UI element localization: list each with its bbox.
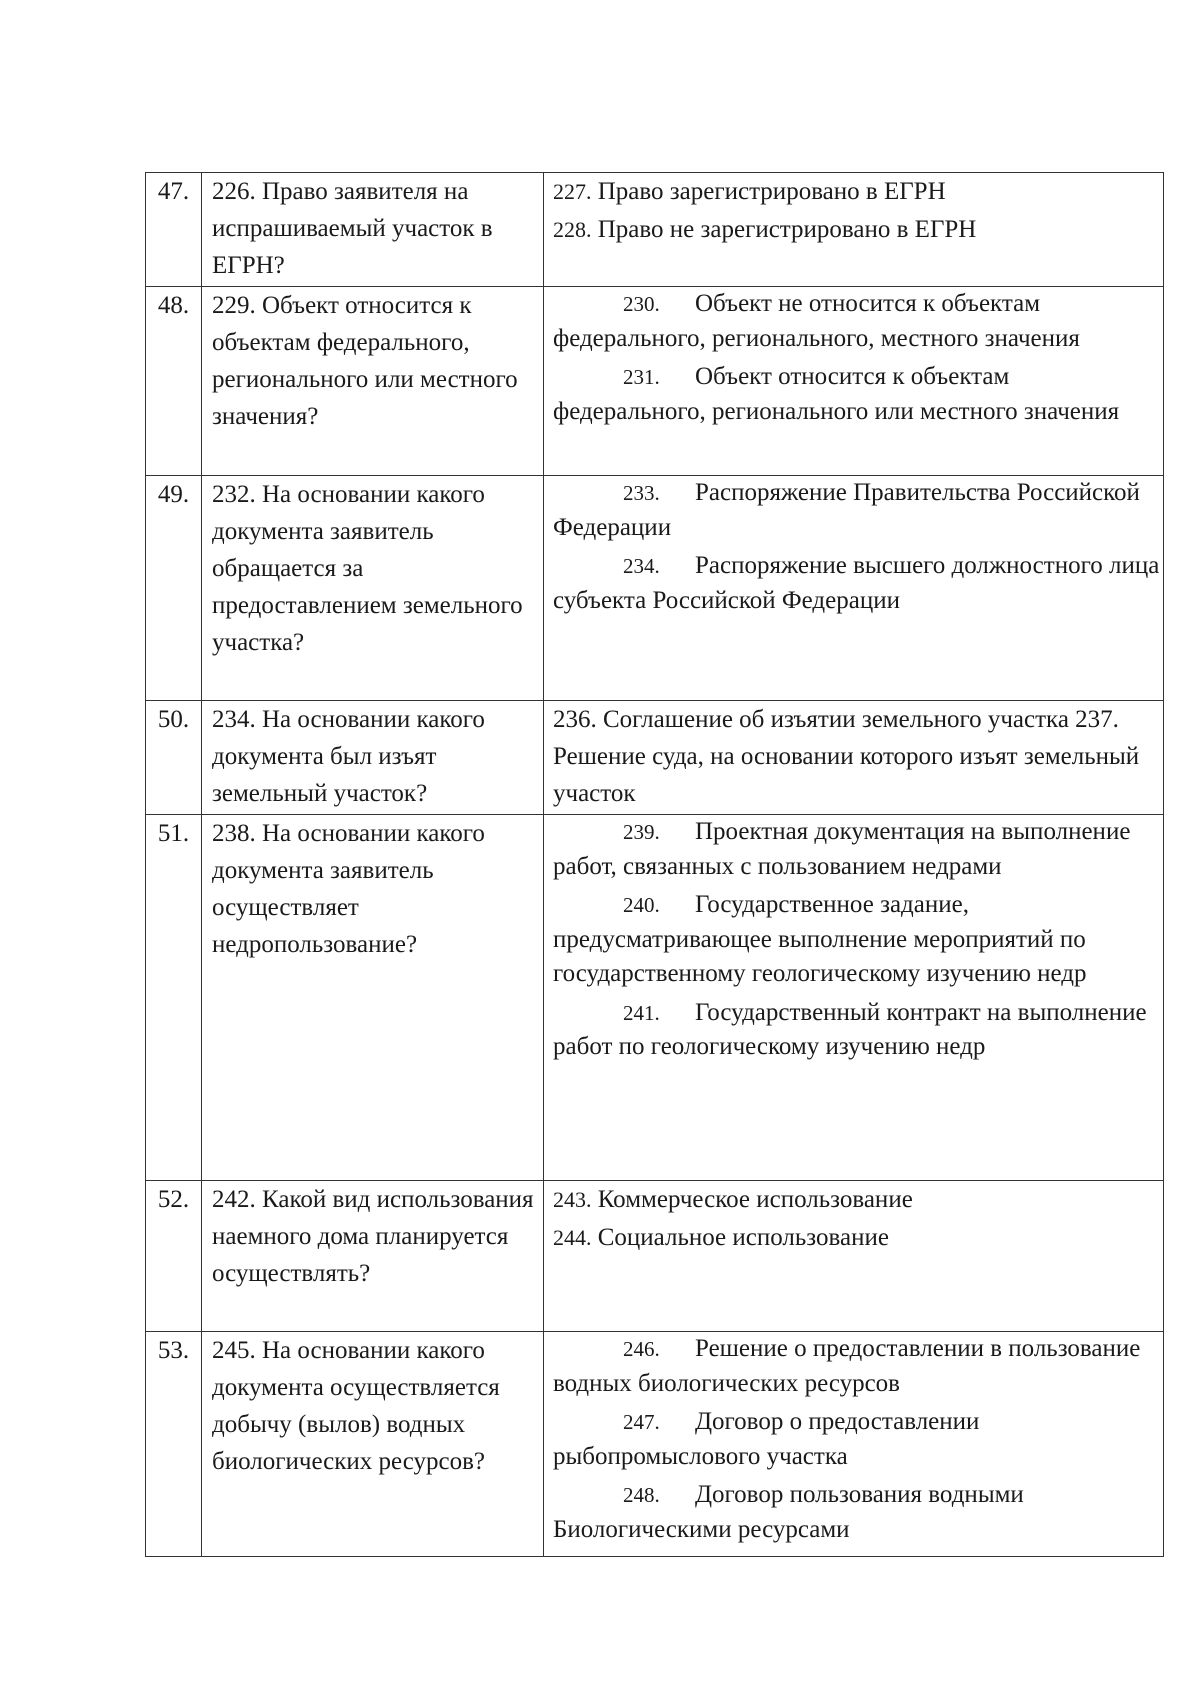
answer-text: Распоряжение Правительства Российской Федерации bbox=[553, 479, 1140, 541]
answer-text: Объект относится к объектам федерального, регионального или местного значения bbox=[553, 363, 1120, 425]
answer-text: Объект не относится к объектам федерального, регионального, местного значения bbox=[553, 290, 1080, 352]
question-text: 226. Право заявителя на испрашиваемый участок в ЕГРН? bbox=[212, 178, 493, 279]
table-row bbox=[146, 1181, 1164, 1332]
answer-text: 236. Соглашение об изъятии земельного участка 237. Решение суда, на основании которого изъят земельный участок bbox=[553, 706, 1140, 807]
answer-option bbox=[553, 211, 1160, 249]
answer-number: 241. bbox=[623, 1000, 660, 1025]
question-cell bbox=[202, 476, 544, 701]
question-text: 229. Объект относится к объектам федерального, регионального или местного значения? bbox=[212, 292, 518, 430]
answer-option bbox=[553, 996, 1160, 1065]
question-cell bbox=[202, 1181, 544, 1332]
question-text: 238. На основании какого документа заявитель осуществляет недропользование? bbox=[212, 820, 485, 958]
answer-number: 247. bbox=[623, 1410, 660, 1434]
row-number: 52. bbox=[146, 1181, 202, 1332]
answer-cell bbox=[544, 1332, 1164, 1557]
answer-text: Право не зарегистрировано в ЕГРН bbox=[597, 216, 977, 243]
answer-option bbox=[553, 1478, 1160, 1547]
question-cell bbox=[202, 701, 544, 815]
answer-text: Право зарегистрировано в ЕГРН bbox=[597, 178, 946, 205]
answer-cell bbox=[544, 815, 1164, 1181]
answer-cell bbox=[544, 287, 1164, 476]
answer-number: 248. bbox=[623, 1483, 660, 1507]
answer-option bbox=[553, 476, 1160, 545]
answer-text: Коммерческое использование bbox=[597, 1186, 913, 1213]
question-text: 242. Какой вид использования наемного дома планируется осуществлять? bbox=[212, 1186, 534, 1287]
table-row bbox=[146, 815, 1164, 1181]
question-cell bbox=[202, 287, 544, 476]
questions-table bbox=[145, 172, 1164, 1557]
answer-number: 240. bbox=[623, 893, 660, 917]
answer-text: Государственный контракт на выполнение работ по геологическому изучению недр bbox=[553, 998, 1147, 1060]
table-row bbox=[146, 173, 1164, 287]
answer-text: Государственное задание, предусматривающее выполнение мероприятий по государственному геологическому изучению недр bbox=[553, 891, 1087, 987]
row-number: 48. bbox=[146, 287, 202, 476]
answer-number: 239. bbox=[623, 820, 660, 844]
question-cell bbox=[202, 173, 544, 287]
answer-number: 246. bbox=[623, 1337, 660, 1361]
row-number: 50. bbox=[146, 701, 202, 815]
answer-option bbox=[553, 888, 1160, 992]
row-number: 49. bbox=[146, 476, 202, 701]
answer-number: 228. bbox=[553, 217, 592, 242]
answer-text: Социальное использование bbox=[597, 1224, 889, 1251]
answer-option bbox=[553, 549, 1160, 618]
answer-cell bbox=[544, 701, 1164, 815]
answer-number: 233. bbox=[623, 481, 660, 505]
question-cell bbox=[202, 815, 544, 1181]
answer-option bbox=[553, 360, 1160, 429]
row-number: 51. bbox=[146, 815, 202, 1181]
answer-text: Договор пользования водными Биологическими ресурсами bbox=[553, 1481, 1024, 1543]
answer-cell bbox=[544, 1181, 1164, 1332]
answer-option bbox=[553, 287, 1160, 356]
answer-number: 244. bbox=[553, 1225, 592, 1250]
answer-cell bbox=[544, 173, 1164, 287]
question-text: 245. На основании какого документа осуществляется добычу (вылов) водных биологических ресурсов? bbox=[212, 1337, 500, 1475]
answer-text: Распоряжение высшего должностного лица субъекта Российской Федерации bbox=[553, 552, 1160, 614]
question-cell bbox=[202, 1332, 544, 1557]
question-text: 234. На основании какого документа был изъят земельный участок? bbox=[212, 706, 485, 807]
table-row bbox=[146, 476, 1164, 701]
row-number: 47. bbox=[146, 173, 202, 287]
answer-option bbox=[553, 1181, 1160, 1219]
answer-option bbox=[553, 815, 1160, 884]
table-row bbox=[146, 287, 1164, 476]
answer-cell bbox=[544, 476, 1164, 701]
table-row bbox=[146, 701, 1164, 815]
answer-option bbox=[553, 1332, 1160, 1401]
answer-number: 234. bbox=[623, 554, 660, 578]
answer-text: Проектная документация на выполнение работ, связанных с пользованием недрами bbox=[553, 818, 1131, 880]
answer-option bbox=[553, 173, 1160, 211]
row-number: 53. bbox=[146, 1332, 202, 1557]
answer-option bbox=[553, 1405, 1160, 1474]
question-text: 232. На основании какого документа заявитель обращается за предоставлением земельного участка? bbox=[212, 481, 523, 656]
answer-number: 243. bbox=[553, 1187, 592, 1212]
answer-number: 227. bbox=[553, 179, 592, 204]
table-row bbox=[146, 1332, 1164, 1557]
answer-text: Договор о предоставлении рыбопромыслового участка bbox=[553, 1408, 980, 1470]
answer-option bbox=[553, 1219, 1160, 1257]
answer-text: Решение о предоставлении в пользование водных биологических ресурсов bbox=[553, 1335, 1141, 1397]
answer-number: 230. bbox=[623, 292, 660, 316]
answer-number: 231. bbox=[623, 365, 660, 389]
